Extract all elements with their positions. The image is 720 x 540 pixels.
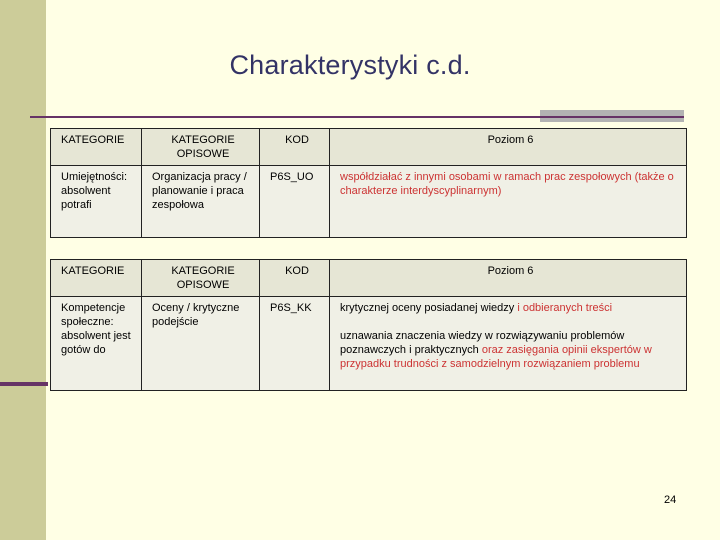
- table-header-row: [51, 260, 687, 297]
- poziom-text-black: krytycznej oceny posiadanej wiedzy: [340, 302, 515, 314]
- table-row: [51, 297, 687, 391]
- title-rule: [30, 116, 684, 118]
- cell-kod: P6S_KK: [260, 297, 330, 391]
- header-poziom: Poziom 6: [330, 260, 687, 297]
- cell-poziom: [330, 297, 687, 391]
- page-title: Charakterystyki c.d.: [229, 50, 471, 80]
- header-poziom: Poziom 6: [330, 129, 687, 166]
- left-decor-strip: [0, 0, 46, 540]
- table-header-row: [51, 129, 687, 166]
- table-kompetencje: [50, 259, 687, 391]
- poziom-text-black: uznawania znaczenia wiedzy w rozwiązywaniu problemów poznawczych i praktycznych: [340, 330, 625, 356]
- header-kategorie-opisowe: KATEGORIE OPISOWE: [142, 129, 260, 166]
- table-umiejetnosci: [50, 128, 687, 238]
- cell-poziom: współdziałać z innymi osobami w ramach prac zespołowych (także o charakterze interdyscyplinarnym): [330, 166, 687, 238]
- cell-kod: P6S_UO: [260, 166, 330, 238]
- cell-kategorie: Kompetencje społeczne: absolwent jest gotów do: [51, 297, 142, 391]
- header-kod: KOD: [260, 260, 330, 297]
- page-number: 24: [664, 494, 677, 506]
- header-kategorie: KATEGORIE: [51, 260, 142, 297]
- cell-opisowe: Oceny / krytyczne podejście: [142, 297, 260, 391]
- cell-opisowe: Organizacja pracy / planowanie i praca zespołowa: [142, 166, 260, 238]
- poziom-text-red: oraz zasięgania opinii ekspertów w przypadku trudności z samodzielnym rozwiązaniem problemu: [340, 344, 652, 370]
- header-kod: KOD: [260, 129, 330, 166]
- cell-kategorie: Umiejętności: absolwent potrafi: [51, 166, 142, 238]
- header-kategorie-opisowe: KATEGORIE OPISOWE: [142, 260, 260, 297]
- left-accent-bar: [0, 382, 48, 386]
- table-row: [51, 166, 687, 238]
- poziom-text-red: i odbieranych treści: [514, 302, 613, 314]
- header-kategorie: KATEGORIE: [51, 129, 142, 166]
